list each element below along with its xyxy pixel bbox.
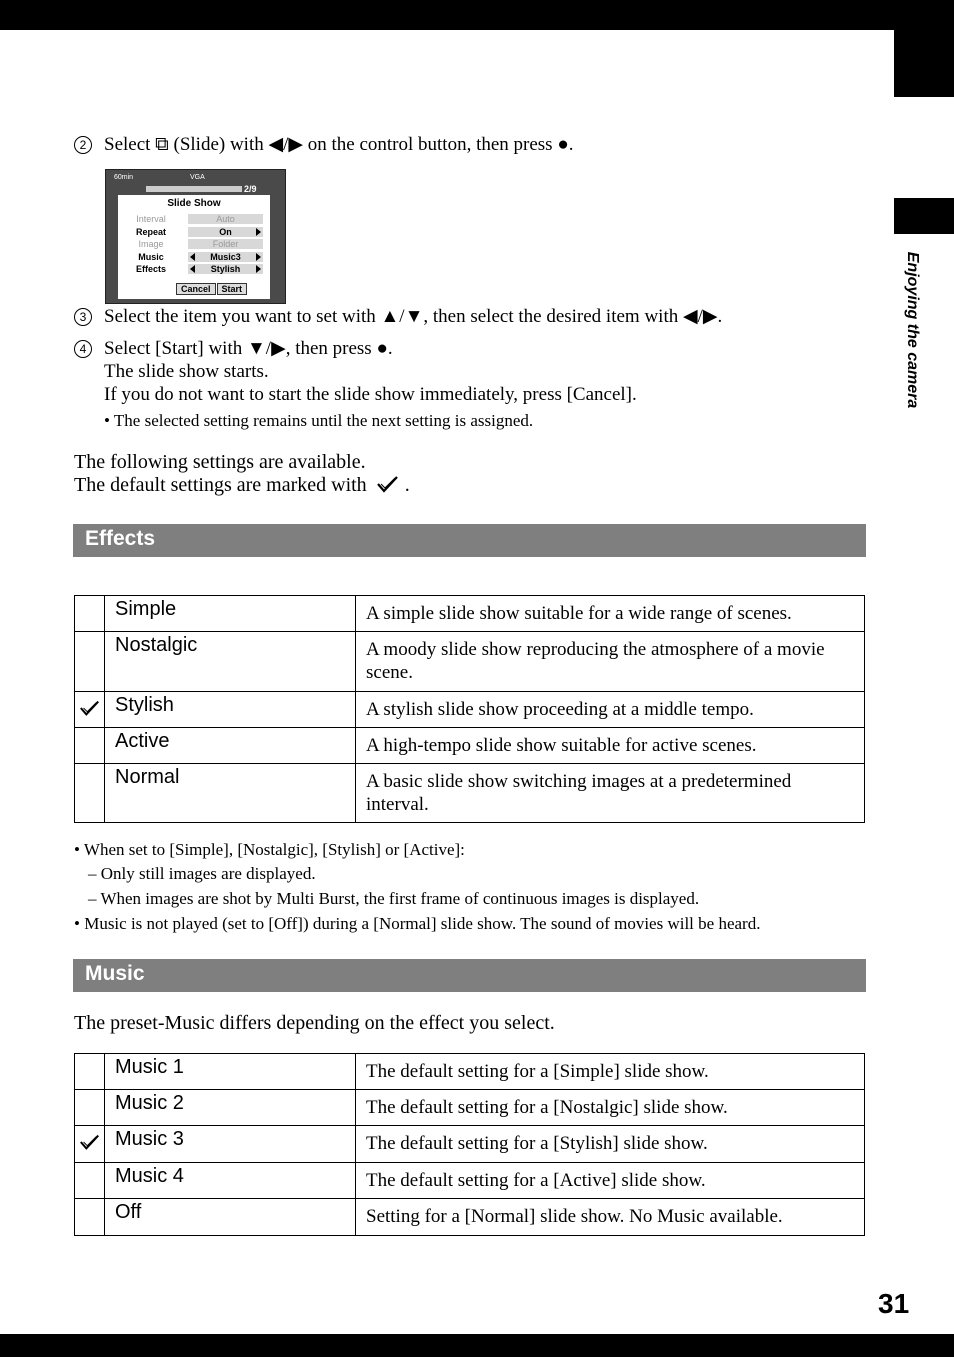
side-tab-label: Enjoying the camera bbox=[904, 251, 921, 409]
option-description: The default setting for a [Active] slide show. bbox=[356, 1163, 865, 1199]
effects-heading-bar bbox=[73, 524, 866, 557]
step-4-line: The slide show starts. bbox=[104, 361, 269, 382]
option-name: Music 1 bbox=[105, 1054, 356, 1090]
row-label: Music bbox=[138, 252, 164, 262]
default-marker-cell bbox=[75, 632, 105, 692]
row-value-text: Stylish bbox=[210, 264, 241, 274]
row-value: Folder bbox=[188, 239, 263, 249]
music-heading: Music bbox=[85, 962, 145, 985]
image-size-indicator: VGA bbox=[190, 174, 205, 181]
right-arrow-icon bbox=[256, 253, 261, 261]
option-name: Music 3 bbox=[105, 1126, 356, 1163]
intro-line-2 bbox=[74, 474, 410, 497]
option-description: A basic slide show switching images at a predetermined interval. bbox=[356, 764, 865, 823]
table-row bbox=[75, 1090, 865, 1126]
checkmark-icon bbox=[376, 474, 400, 494]
default-marker-cell bbox=[75, 764, 105, 823]
dialog-buttons bbox=[176, 279, 248, 297]
option-name: Off bbox=[105, 1199, 356, 1236]
left-arrow-icon bbox=[190, 253, 195, 261]
effects-note: • When set to [Simple], [Nostalgic], [Stylish] or [Active]: bbox=[74, 840, 465, 859]
step-2 bbox=[74, 133, 574, 156]
option-name: Stylish bbox=[105, 692, 356, 728]
step-4 bbox=[74, 337, 393, 360]
intro-text: The default settings are marked with bbox=[74, 474, 367, 496]
dialog-row-image bbox=[118, 239, 270, 250]
option-name: Music 2 bbox=[105, 1090, 356, 1126]
row-value bbox=[188, 264, 263, 274]
music-intro: The preset-Music differs depending on the effect you select. bbox=[74, 1012, 555, 1034]
default-marker-cell bbox=[75, 596, 105, 632]
option-name: Nostalgic bbox=[105, 632, 356, 692]
option-description: A simple slide show suitable for a wide range of scenes. bbox=[356, 596, 865, 632]
page-number: 31 bbox=[878, 1288, 910, 1319]
effects-table bbox=[74, 595, 865, 823]
top-bar bbox=[0, 0, 954, 30]
option-description: A moody slide show reproducing the atmosphere of a movie scene. bbox=[356, 632, 865, 692]
music-heading-bar bbox=[73, 959, 866, 992]
table-row bbox=[75, 596, 865, 632]
option-name: Simple bbox=[105, 596, 356, 632]
effects-heading: Effects bbox=[85, 527, 156, 550]
dialog-row-effects bbox=[118, 264, 270, 275]
intro-text-end: . bbox=[404, 474, 410, 496]
default-marker-cell bbox=[75, 1126, 105, 1163]
table-row bbox=[75, 1126, 865, 1163]
table-row bbox=[75, 692, 865, 728]
default-marker-cell bbox=[75, 728, 105, 764]
camera-screen-image bbox=[105, 169, 286, 304]
checkmark-icon bbox=[79, 1132, 101, 1152]
option-description: The default setting for a [Stylish] slide show. bbox=[356, 1126, 865, 1163]
table-row bbox=[75, 728, 865, 764]
option-name: Active bbox=[105, 728, 356, 764]
slide-show-dialog bbox=[118, 195, 270, 299]
step-4-note: • The selected setting remains until the next setting is assigned. bbox=[104, 411, 534, 430]
default-marker-cell bbox=[75, 1090, 105, 1126]
top-tab-marker bbox=[894, 30, 954, 97]
step-text: Select [Start] with ▼/▶, then press ●. bbox=[104, 338, 393, 359]
row-label: Repeat bbox=[135, 227, 166, 237]
table-row bbox=[75, 764, 865, 823]
row-value: Auto bbox=[188, 214, 263, 224]
row-value bbox=[188, 227, 263, 237]
row-label: Effects bbox=[135, 264, 166, 274]
table-row bbox=[75, 1199, 865, 1236]
intro-line-1: The following settings are available. bbox=[74, 451, 366, 473]
effects-note: – Only still images are displayed. bbox=[88, 864, 316, 883]
image-counter: 2/9 bbox=[244, 184, 257, 194]
row-label: Image bbox=[138, 239, 164, 249]
effects-note: • Music is not played (set to [Off]) during a [Normal] slide show. The sound of movies will be heard. bbox=[74, 914, 761, 933]
default-marker-cell bbox=[75, 692, 105, 728]
table-row bbox=[75, 1163, 865, 1199]
option-description: The default setting for a [Simple] slide show. bbox=[356, 1054, 865, 1090]
dialog-title: Slide Show bbox=[167, 198, 221, 209]
dialog-row-interval bbox=[118, 214, 270, 225]
option-description: The default setting for a [Nostalgic] slide show. bbox=[356, 1090, 865, 1126]
option-description: A stylish slide show proceeding at a middle tempo. bbox=[356, 692, 865, 728]
step-number: 4 bbox=[74, 340, 92, 358]
option-name: Music 4 bbox=[105, 1163, 356, 1199]
option-name: Normal bbox=[105, 764, 356, 823]
step-text: Select the item you want to set with ▲/▼, then select the desired item with ◀/▶. bbox=[104, 306, 723, 327]
row-label: Interval bbox=[136, 214, 166, 224]
dialog-row-music bbox=[118, 252, 270, 263]
bottom-bar bbox=[0, 1334, 954, 1357]
row-value-text: Music3 bbox=[210, 252, 241, 262]
default-marker-cell bbox=[75, 1054, 105, 1090]
left-arrow-icon bbox=[190, 265, 195, 273]
right-arrow-icon bbox=[256, 265, 261, 273]
scroll-bar bbox=[146, 186, 242, 192]
step-4-line: If you do not want to start the slide show immediately, press [Cancel]. bbox=[104, 384, 637, 405]
default-marker-cell bbox=[75, 1163, 105, 1199]
cancel-button: Cancel bbox=[176, 283, 216, 295]
step-number: 2 bbox=[74, 136, 92, 154]
option-description: A high-tempo slide show suitable for active scenes. bbox=[356, 728, 865, 764]
step-3 bbox=[74, 305, 722, 328]
table-row bbox=[75, 1054, 865, 1090]
row-value bbox=[188, 252, 263, 262]
row-value-text: On bbox=[219, 227, 232, 237]
checkmark-icon bbox=[79, 698, 101, 718]
table-row bbox=[75, 632, 865, 692]
default-marker-cell bbox=[75, 1199, 105, 1236]
option-description: Setting for a [Normal] slide show. No Music available. bbox=[356, 1199, 865, 1236]
effects-note: – When images are shot by Multi Burst, the first frame of continuous images is displayed. bbox=[88, 889, 700, 908]
dialog-row-repeat bbox=[118, 227, 270, 238]
music-table bbox=[74, 1053, 865, 1236]
battery-indicator: 60min bbox=[114, 174, 134, 181]
section-tab-marker bbox=[894, 198, 954, 234]
step-number: 3 bbox=[74, 308, 92, 326]
right-arrow-icon bbox=[256, 228, 261, 236]
step-text: Select ⧉ (Slide) with ◀/▶ on the control button, then press ●. bbox=[104, 134, 574, 155]
start-button: Start bbox=[217, 283, 248, 295]
